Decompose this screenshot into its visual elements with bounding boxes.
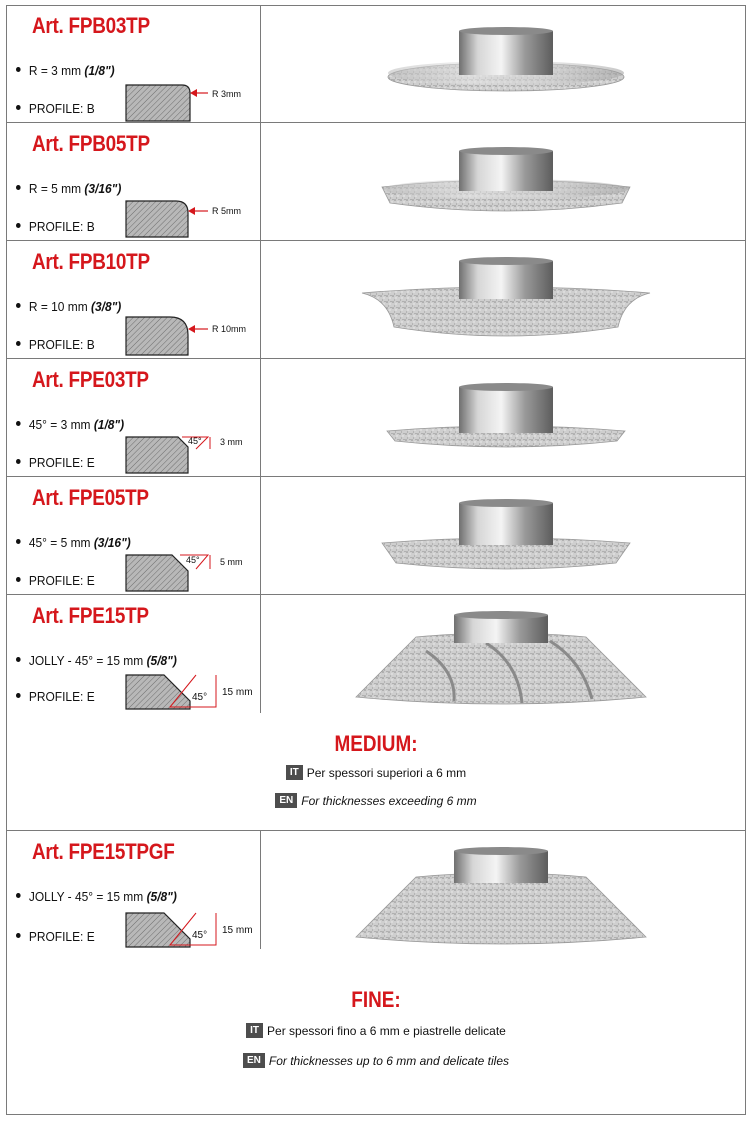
article-title: Art. FPE15TPGF	[32, 839, 175, 864]
italian-description: IT Per spessori fino a 6 mm e piastrelle delicate	[6, 1023, 746, 1038]
grade-title: FINE:	[351, 987, 401, 1012]
article-info	[6, 5, 261, 122]
grinding-wheel-image	[376, 145, 636, 225]
profile-e-diagram	[124, 673, 259, 715]
angle-label: 45°	[188, 436, 202, 446]
article-row-fpb03tp	[6, 5, 746, 123]
article-spec: R = 5 mm (3/16")	[16, 181, 121, 196]
grinding-wheel-image	[356, 253, 656, 353]
profile-e-diagram	[124, 553, 259, 595]
angle-label: 45°	[192, 692, 208, 703]
grinding-wheel-image	[346, 847, 656, 947]
language-badge-en: EN	[275, 793, 297, 808]
dimension-label: 15 mm	[222, 687, 253, 698]
angle-label: 45°	[192, 930, 208, 941]
article-profile: PROFILE: E	[16, 929, 95, 944]
article-title: Art. FPB10TP	[32, 249, 150, 274]
dimension-label: R 10mm	[212, 324, 247, 334]
article-row-fpe03tp	[6, 359, 746, 477]
dimension-label: 5 mm	[220, 557, 243, 567]
article-profile: PROFILE: E	[16, 455, 95, 470]
article-profile: PROFILE: B	[16, 101, 95, 116]
fine-grade-section	[6, 987, 746, 1097]
article-row-fpb10tp	[6, 241, 746, 359]
profile-b-diagram	[124, 315, 259, 359]
language-badge-it: IT	[286, 765, 303, 780]
grinding-wheel-image	[381, 379, 631, 459]
english-description: EN For thicknesses exceeding 6 mm	[6, 793, 746, 808]
article-title: Art. FPB03TP	[32, 13, 150, 38]
article-title: Art. FPE05TP	[32, 485, 149, 510]
italian-description: IT Per spessori superiori a 6 mm	[6, 765, 746, 780]
article-title: Art. FPB05TP	[32, 131, 150, 156]
article-profile: PROFILE: B	[16, 219, 95, 234]
profile-e-diagram	[124, 911, 259, 953]
medium-grade-section	[6, 731, 746, 831]
grinding-wheel-image	[346, 611, 656, 711]
profile-b-diagram	[124, 199, 254, 241]
article-spec: R = 10 mm (3/8")	[16, 299, 121, 314]
profile-b-diagram	[124, 83, 254, 125]
article-spec: 45° = 3 mm (1/8")	[16, 417, 124, 432]
grinding-wheel-image	[381, 25, 631, 105]
article-row-fpe15tp	[6, 595, 746, 831]
profile-e-diagram	[124, 435, 259, 477]
dimension-label: 15 mm	[222, 925, 253, 936]
article-row-fpe05tp	[6, 477, 746, 595]
grinding-wheel-image	[376, 497, 636, 577]
grade-title: MEDIUM:	[334, 731, 418, 756]
article-spec: JOLLY - 45° = 15 mm (5/8")	[16, 653, 177, 668]
language-badge-en: EN	[243, 1053, 265, 1068]
article-title: Art. FPE03TP	[32, 367, 149, 392]
angle-label: 45°	[186, 555, 200, 565]
article-row-fpe15tpgf	[6, 831, 746, 1115]
article-spec: R = 3 mm (1/8")	[16, 63, 115, 78]
language-badge-it: IT	[246, 1023, 263, 1038]
dimension-label: R 3mm	[212, 89, 241, 99]
article-row-fpb05tp	[6, 123, 746, 241]
article-spec: 45° = 5 mm (3/16")	[16, 535, 131, 550]
dimension-label: 3 mm	[220, 437, 243, 447]
dimension-label: R 5mm	[212, 206, 241, 216]
article-title: Art. FPE15TP	[32, 603, 149, 628]
article-profile: PROFILE: E	[16, 573, 95, 588]
english-description: EN For thicknesses up to 6 mm and delicate tiles	[6, 1053, 746, 1068]
article-spec: JOLLY - 45° = 15 mm (5/8")	[16, 889, 177, 904]
article-profile: PROFILE: E	[16, 689, 95, 704]
article-profile: PROFILE: B	[16, 337, 95, 352]
